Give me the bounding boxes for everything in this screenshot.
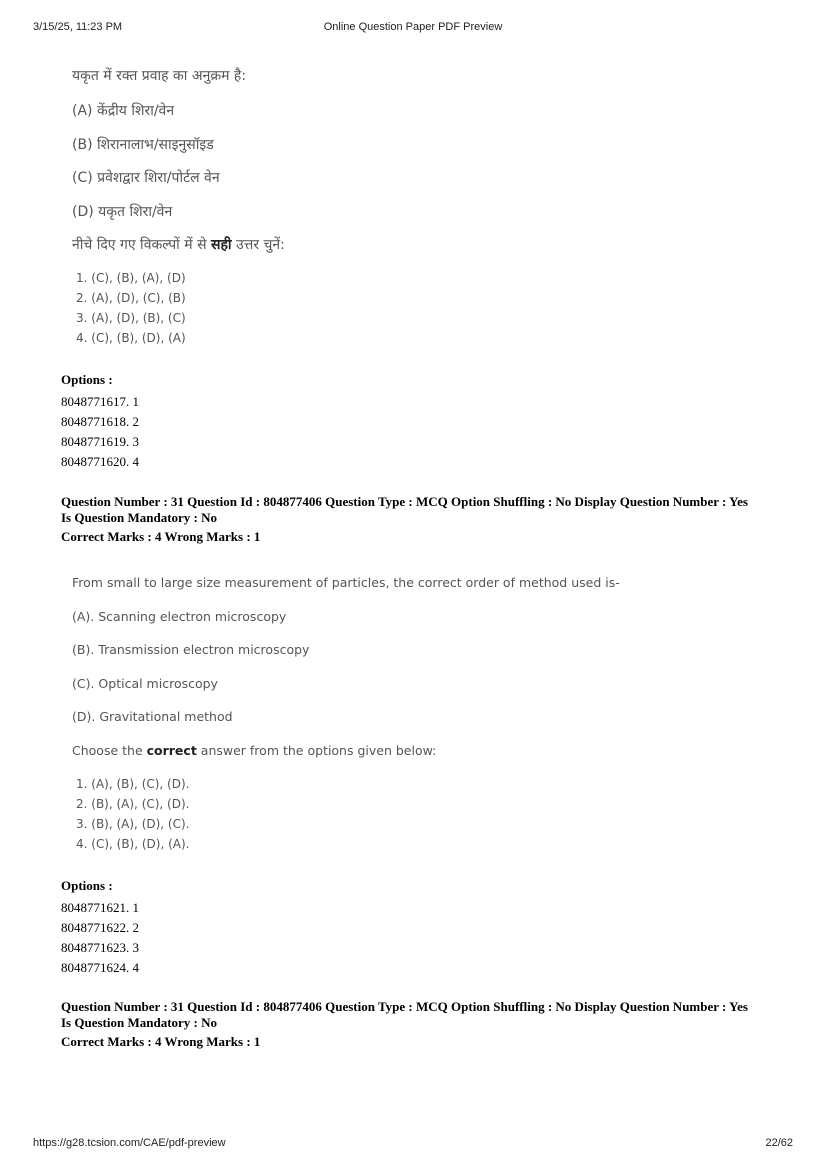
question-meta — [61, 999, 781, 1050]
answer-choice: 2. (B), (A), (C), (D). — [76, 797, 190, 811]
question-instruction: Choose the correct answer from the options given below: — [72, 743, 437, 758]
question-mandatory: Is Question Mandatory : No — [61, 510, 218, 525]
options-title: Options : — [61, 878, 113, 893]
options-title: Options : — [61, 372, 113, 387]
question-instruction: नीचे दिए गए विकल्पों में से सही उत्तर चुनें: — [72, 237, 285, 253]
question-item: (A). Scanning electron microscopy — [72, 609, 287, 624]
question-item: (C). Optical microscopy — [72, 676, 218, 691]
page-url: https://g28.tcsion.com/CAE/pdf-preview — [33, 1137, 226, 1149]
question-marks: Correct Marks : 4 Wrong Marks : 1 — [61, 529, 261, 544]
option-row: 8048771619. 3 — [61, 434, 139, 449]
answer-choice: 2. (A), (D), (C), (B) — [76, 291, 186, 305]
option-row: 8048771620. 4 — [61, 454, 139, 469]
option-row: 8048771617. 1 — [61, 394, 139, 409]
question-meta-line: Question Number : 31 Question Id : 804877406 Question Type : MCQ Option Shuffling : No Display Question Number : Yes — [61, 494, 748, 509]
options-list — [61, 878, 139, 978]
answer-choice: 3. (B), (A), (D), (C). — [76, 817, 190, 831]
options-list — [61, 372, 139, 472]
question-item: (D). Gravitational method — [72, 709, 233, 724]
question-item: (B). Transmission electron microscopy — [72, 642, 310, 657]
page-number: 22/62 — [765, 1137, 793, 1149]
answer-choice: 4. (C), (B), (D), (A) — [76, 331, 186, 345]
question-mandatory: Is Question Mandatory : No — [61, 1015, 218, 1030]
option-row: 8048771618. 2 — [61, 414, 139, 429]
question-marks: Correct Marks : 4 Wrong Marks : 1 — [61, 1034, 261, 1049]
answer-choice: 4. (C), (B), (D), (A). — [76, 837, 190, 851]
print-title: Online Question Paper PDF Preview — [323, 21, 503, 33]
option-row: 8048771621. 1 — [61, 900, 139, 915]
question-stem: From small to large size measurement of particles, the correct order of method used is- — [72, 575, 620, 590]
print-datetime: 3/15/25, 11:23 PM — [33, 21, 123, 33]
question-item: (A) केंद्रीय शिरा/वेन — [72, 103, 175, 119]
answer-choice: 3. (A), (D), (B), (C) — [76, 311, 186, 325]
question-stem: यकृत में रक्त प्रवाह का अनुक्रम है: — [72, 68, 247, 84]
option-row: 8048771622. 2 — [61, 920, 139, 935]
question-item: (D) यकृत शिरा/वेन — [72, 204, 173, 220]
question-item: (B) शिरानालाभ/साइनुसॉइड — [72, 137, 214, 153]
question-item: (C) प्रवेशद्वार शिरा/पोर्टल वेन — [72, 170, 220, 186]
answer-choice: 1. (C), (B), (A), (D) — [76, 271, 186, 285]
question-meta-line: Question Number : 31 Question Id : 804877406 Question Type : MCQ Option Shuffling : No Display Question Number : Yes — [61, 999, 748, 1014]
question-meta — [61, 494, 781, 545]
answer-choice: 1. (A), (B), (C), (D). — [76, 777, 190, 791]
option-row: 8048771623. 3 — [61, 940, 139, 955]
option-row: 8048771624. 4 — [61, 960, 139, 975]
